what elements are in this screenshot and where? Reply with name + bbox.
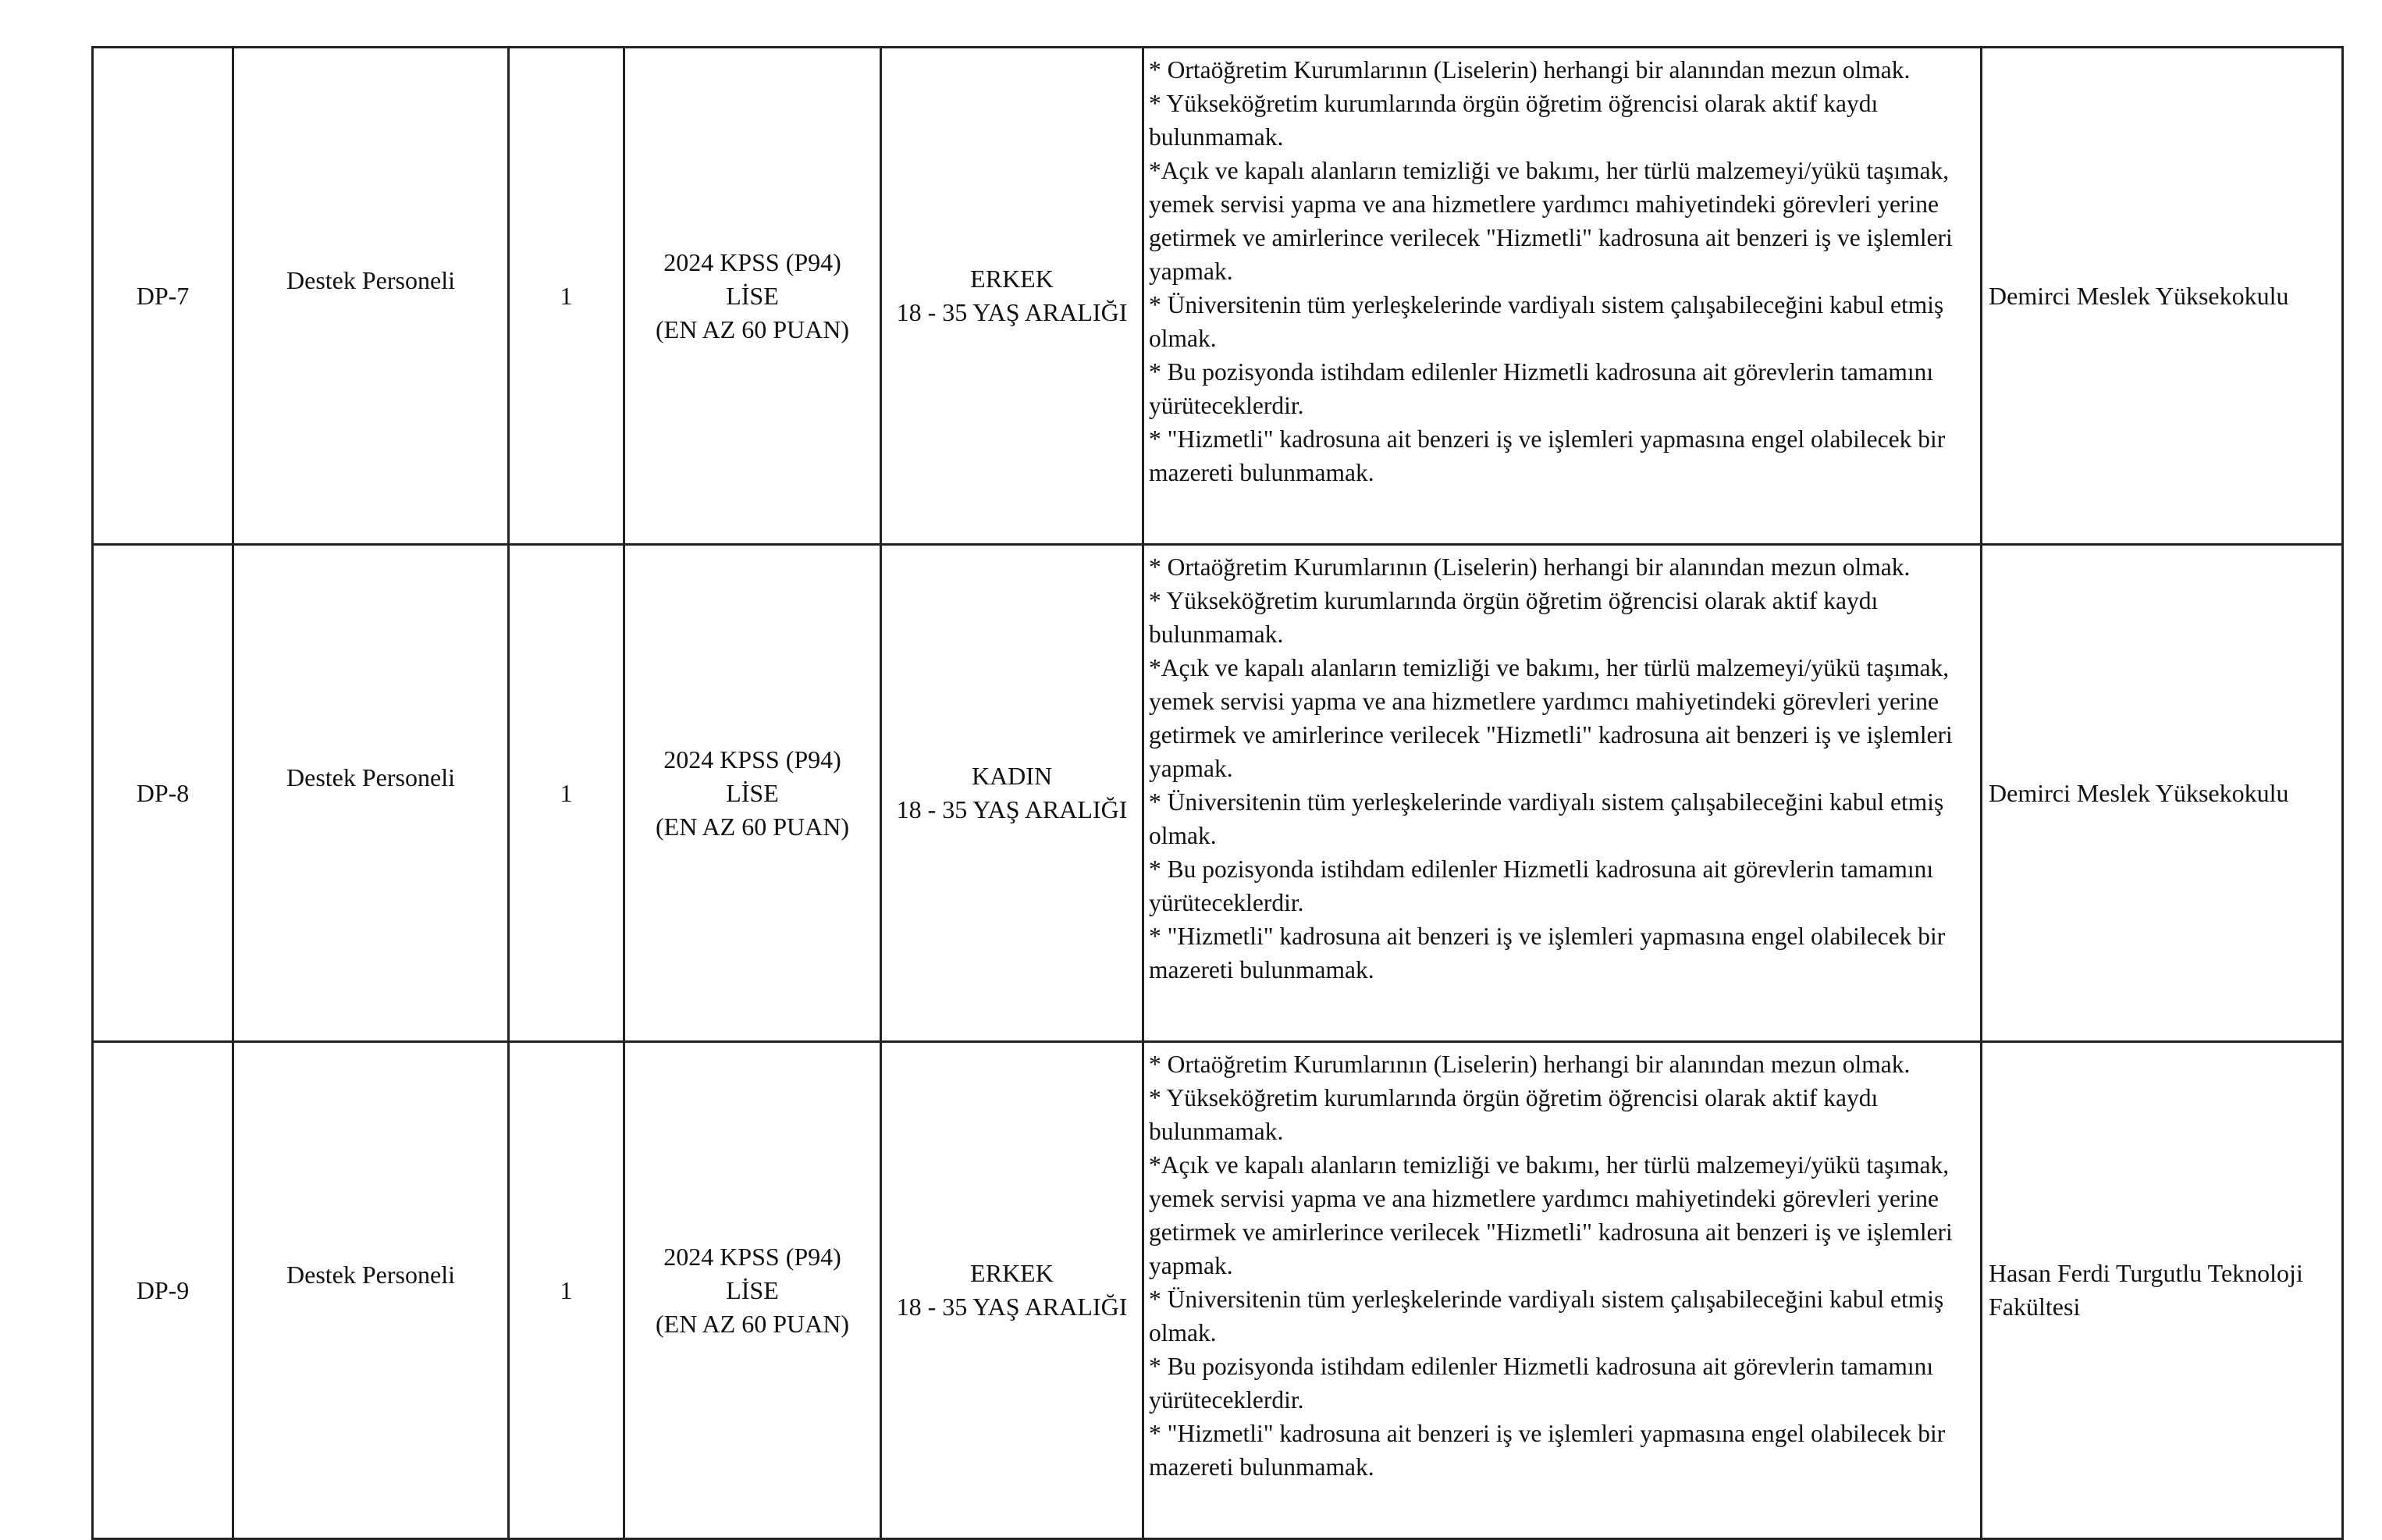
position-count: 1	[509, 48, 624, 545]
position-title: Destek Personeli	[233, 1042, 509, 1539]
table-row	[93, 1042, 2343, 1539]
requirement-item: * "Hizmetli" kadrosuna ait benzeri iş ve işlemleri yapmasına engel olabilecek bir mazereti bulunmamak.	[1149, 425, 1946, 486]
requirement-item: * Yükseköğretim kurumlarında örgün öğretim öğrencisi olarak aktif kaydı bulunmamak.	[1149, 587, 1879, 648]
exam-requirement-line: LİSE	[726, 281, 779, 310]
position-title: Destek Personeli	[233, 545, 509, 1042]
requirement-item: * Ortaöğretim Kurumlarının (Liselerin) herhangi bir alanından mezun olmak.	[1149, 1051, 1911, 1078]
gender-age-cell	[881, 545, 1143, 1042]
requirement-item: *Açık ve kapalı alanların temizliği ve bakımı, her türlü malzemeyi/yükü taşımak, yemek servisi yapma ve ana hizmetlere yardımcı mahiyetindeki görevleri yerine getirmek ve amirlerince verilecek "Hizmetli" kadrosuna ait benzeri iş ve işlemleri yapmak.	[1149, 157, 1953, 285]
exam-requirement-line: (EN AZ 60 PUAN)	[656, 1309, 849, 1338]
position-code: DP-8	[93, 545, 233, 1042]
requirement-item: * Bu pozisyonda istihdam edilenler Hizmetli kadrosuna ait görevlerin tamamını yürüteceklerdir.	[1149, 855, 1934, 916]
positions-table	[91, 46, 2344, 1540]
unit-name: Hasan Ferdi Turgutlu Teknoloji Fakültesi	[1982, 1042, 2343, 1539]
requirement-item: * "Hizmetli" kadrosuna ait benzeri iş ve işlemleri yapmasına engel olabilecek bir mazereti bulunmamak.	[1149, 1420, 1946, 1481]
requirement-item: * Yükseköğretim kurumlarında örgün öğretim öğrencisi olarak aktif kaydı bulunmamak.	[1149, 1084, 1879, 1145]
table-row	[93, 545, 2343, 1042]
position-code: DP-7	[93, 48, 233, 545]
requirement-item: * Ortaöğretim Kurumlarının (Liselerin) herhangi bir alanından mezun olmak.	[1149, 56, 1911, 84]
position-title: Destek Personeli	[233, 48, 509, 545]
table-row	[93, 48, 2343, 545]
requirement-item: * "Hizmetli" kadrosuna ait benzeri iş ve işlemleri yapmasına engel olabilecek bir mazereti bulunmamak.	[1149, 923, 1946, 983]
requirement-item: *Açık ve kapalı alanların temizliği ve bakımı, her türlü malzemeyi/yükü taşımak, yemek servisi yapma ve ana hizmetlere yardımcı mahiyetindeki görevleri yerine getirmek ve amirlerince verilecek "Hizmetli" kadrosuna ait benzeri iş ve işlemleri yapmak.	[1149, 1151, 1953, 1279]
exam-requirement-cell	[624, 1042, 881, 1539]
position-count: 1	[509, 1042, 624, 1539]
requirements-cell	[1143, 545, 1982, 1042]
position-count: 1	[509, 545, 624, 1042]
gender: ERKEK	[970, 265, 1054, 293]
requirements-cell	[1143, 1042, 1982, 1539]
age-range: 18 - 35 YAŞ ARALIĞI	[896, 298, 1128, 326]
exam-requirement-cell	[624, 48, 881, 545]
positions-table-body	[93, 48, 2343, 1539]
gender: ERKEK	[970, 1259, 1054, 1287]
gender: KADIN	[971, 762, 1053, 790]
requirements-cell	[1143, 48, 1982, 545]
requirement-item: * Bu pozisyonda istihdam edilenler Hizmetli kadrosuna ait görevlerin tamamını yürüteceklerdir.	[1149, 1353, 1934, 1414]
unit-name: Demirci Meslek Yüksekokulu	[1982, 545, 2343, 1042]
requirement-item: * Üniversitenin tüm yerleşkelerinde vardiyalı sistem çalışabileceğini kabul etmiş olmak.	[1149, 1286, 1944, 1346]
exam-requirement-line: (EN AZ 60 PUAN)	[656, 812, 849, 841]
requirement-item: * Üniversitenin tüm yerleşkelerinde vardiyalı sistem çalışabileceğini kabul etmiş olmak.	[1149, 788, 1944, 849]
gender-age-cell	[881, 48, 1143, 545]
requirement-item: * Üniversitenin tüm yerleşkelerinde vardiyalı sistem çalışabileceğini kabul etmiş olmak.	[1149, 291, 1944, 352]
exam-requirement-line: LİSE	[726, 778, 779, 807]
exam-requirement-line: 2024 KPSS (P94)	[663, 1242, 841, 1271]
exam-requirement-line: LİSE	[726, 1275, 779, 1304]
age-range: 18 - 35 YAŞ ARALIĞI	[896, 795, 1128, 823]
requirement-item: * Ortaöğretim Kurumlarının (Liselerin) herhangi bir alanından mezun olmak.	[1149, 553, 1911, 581]
gender-age-cell	[881, 1042, 1143, 1539]
unit-name: Demirci Meslek Yüksekokulu	[1982, 48, 2343, 545]
exam-requirement-line: (EN AZ 60 PUAN)	[656, 315, 849, 343]
exam-requirement-line: 2024 KPSS (P94)	[663, 745, 841, 774]
requirement-item: *Açık ve kapalı alanların temizliği ve bakımı, her türlü malzemeyi/yükü taşımak, yemek servisi yapma ve ana hizmetlere yardımcı mahiyetindeki görevleri yerine getirmek ve amirlerince verilecek "Hizmetli" kadrosuna ait benzeri iş ve işlemleri yapmak.	[1149, 654, 1953, 782]
exam-requirement-line: 2024 KPSS (P94)	[663, 247, 841, 276]
requirement-item: * Yükseköğretim kurumlarında örgün öğretim öğrencisi olarak aktif kaydı bulunmamak.	[1149, 90, 1879, 151]
position-code: DP-9	[93, 1042, 233, 1539]
age-range: 18 - 35 YAŞ ARALIĞI	[896, 1293, 1128, 1321]
exam-requirement-cell	[624, 545, 881, 1042]
requirement-item: * Bu pozisyonda istihdam edilenler Hizmetli kadrosuna ait görevlerin tamamını yürüteceklerdir.	[1149, 358, 1934, 419]
